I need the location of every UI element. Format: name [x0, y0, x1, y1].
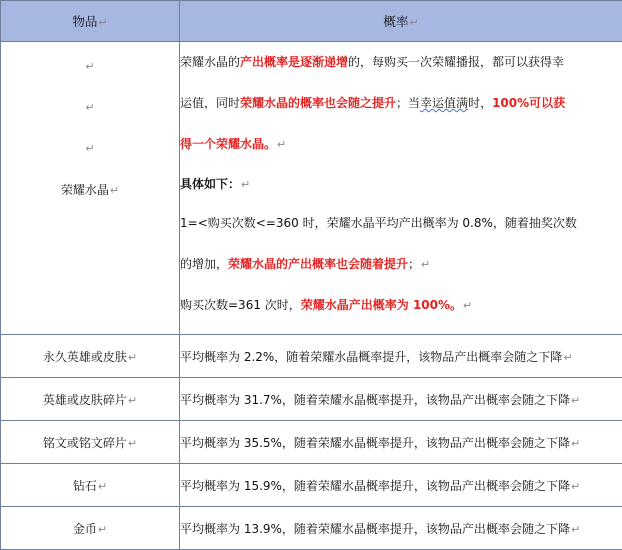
paragraph-mark: ↵ [409, 16, 418, 29]
header-item-label: 物品 [72, 14, 97, 29]
item-name: 金币↵ [1, 507, 180, 550]
desc-line: 购买次数=361 次时， 荣耀水晶产出概率为 100%。 ↵ [180, 285, 622, 326]
item-name: 铭文或铭文碎片↵ [1, 421, 180, 464]
crystal-row [1, 42, 622, 335]
paragraph-mark: ↵ [98, 16, 107, 29]
header-rate-label: 概率 [383, 14, 408, 29]
table-row [1, 378, 622, 421]
desc-line: 得一个荣耀水晶。 ↵ [180, 124, 622, 165]
paragraph-mark: ↵ [1, 142, 179, 155]
table-row [1, 507, 622, 550]
header-item [1, 1, 180, 42]
desc-line: 1=<购买次数<=360 时，荣耀水晶平均产出概率为 0.8%，随着抽奖次数 [180, 203, 622, 244]
crystal-name: 荣耀水晶↵ [1, 181, 179, 198]
table-row [1, 464, 622, 507]
crystal-description [180, 42, 622, 335]
desc-line: 荣耀水晶的 产出概率是逐渐递增 的，每购买一次荣耀播报，都可以获得幸 [180, 42, 622, 83]
table-row [1, 335, 622, 378]
paragraph-mark: ↵ [1, 60, 179, 73]
table-row [1, 421, 622, 464]
item-name: 永久英雄或皮肤↵ [1, 335, 180, 378]
desc-line: 运值，同时 荣耀水晶的概率也会随之提升 ；当 幸运值满 时， 100%可以获 [180, 83, 622, 124]
item-rate: 平均概率为 15.9%，随着荣耀水晶概率提升，该物品产出概率会随之下降↵ [180, 464, 622, 507]
item-name: 英雄或皮肤碎片↵ [1, 378, 180, 421]
desc-line: 的增加， 荣耀水晶的产出概率也会随着提升 ； ↵ [180, 244, 622, 285]
item-rate: 平均概率为 13.9%，随着荣耀水晶概率提升，该物品产出概率会随之下降↵ [180, 507, 622, 550]
crystal-name-cell [1, 42, 180, 335]
desc-line: 具体如下： ↵ [180, 165, 622, 203]
item-rate: 平均概率为 35.5%，随着荣耀水晶概率提升，该物品产出概率会随之下降↵ [180, 421, 622, 464]
item-name: 钻石↵ [1, 464, 180, 507]
header-rate [180, 1, 622, 42]
header-row [1, 1, 622, 42]
paragraph-mark: ↵ [1, 101, 179, 114]
item-rate: 平均概率为 31.7%，随着荣耀水晶概率提升，该物品产出概率会随之下降↵ [180, 378, 622, 421]
item-rate: 平均概率为 2.2%，随着荣耀水晶概率提升，该物品产出概率会随之下降↵ [180, 335, 622, 378]
